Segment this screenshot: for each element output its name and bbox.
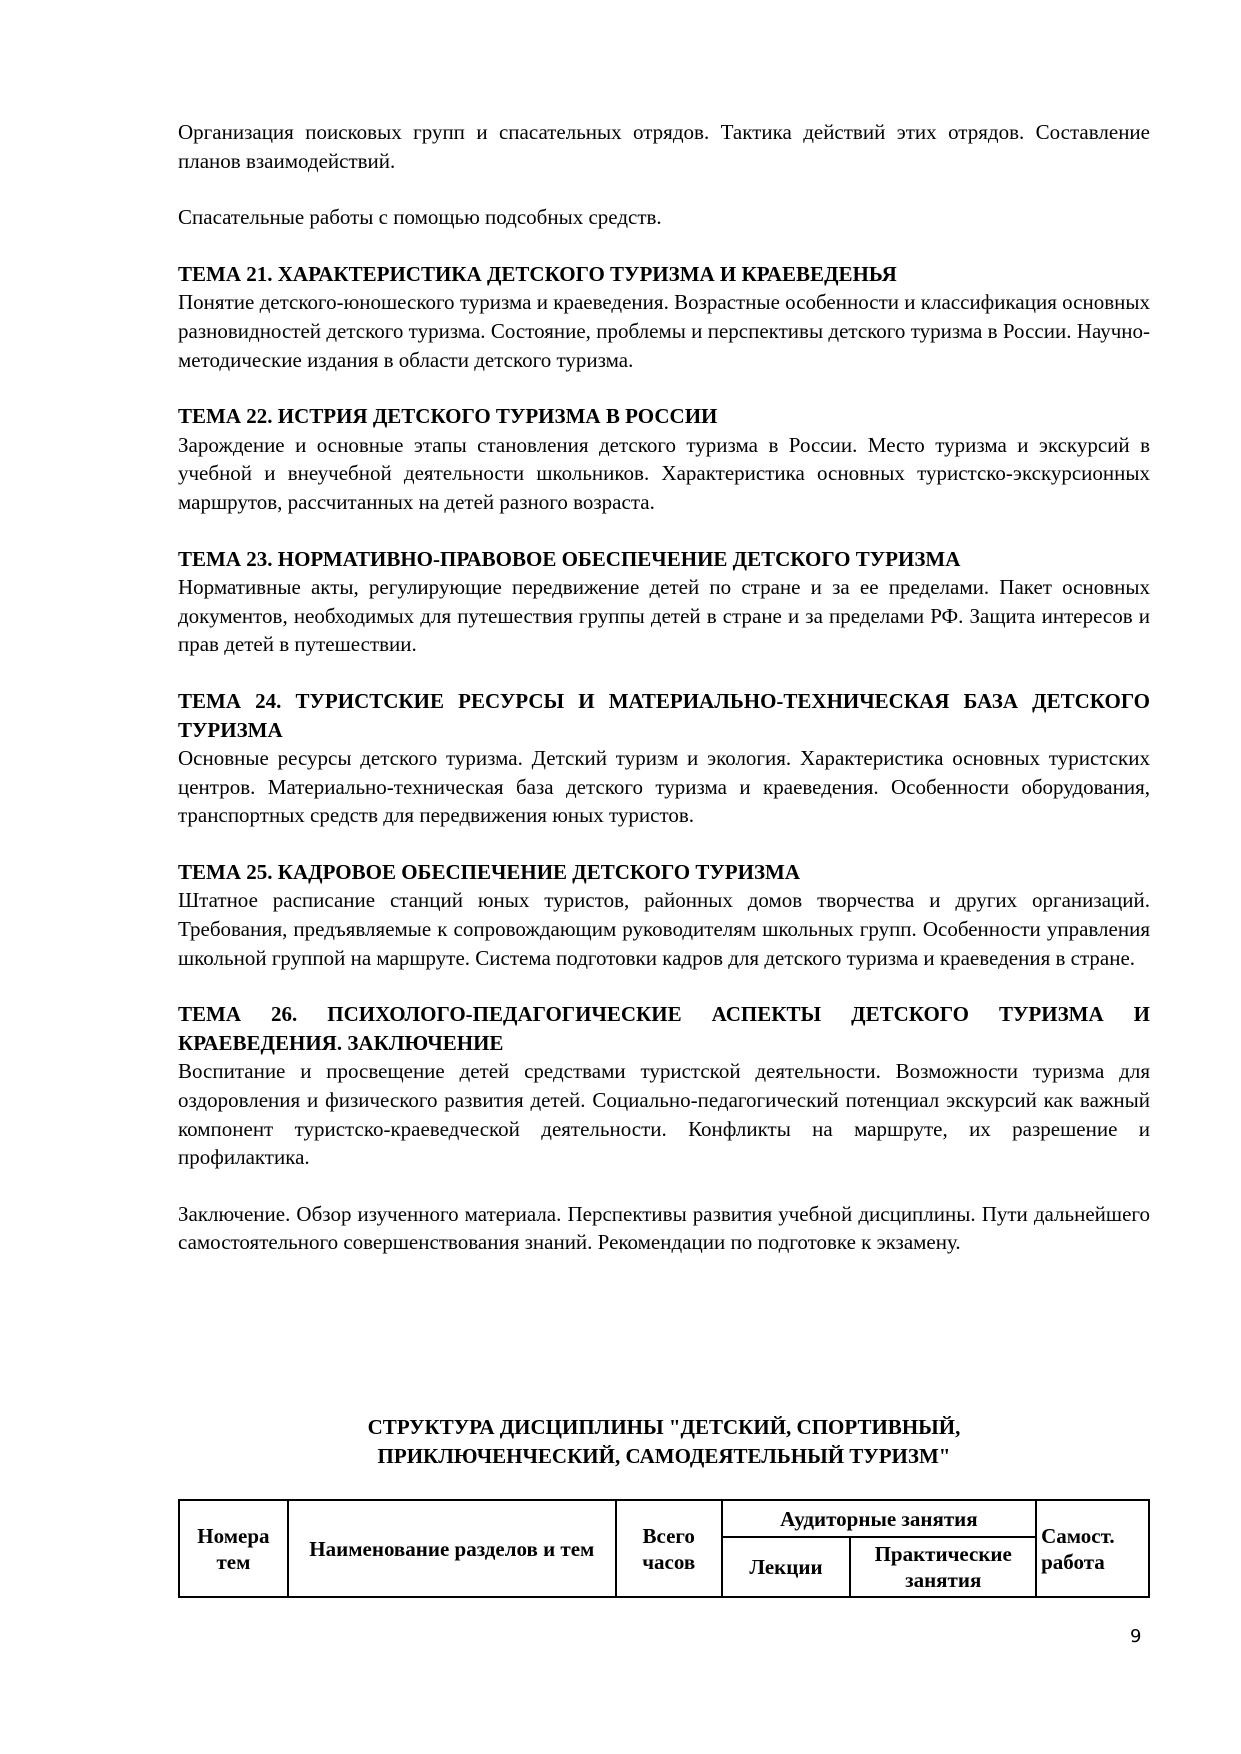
topic-heading: ТЕМА 25. КАДРОВОЕ ОБЕСПЕЧЕНИЕ ДЕТСКОГО ТУРИЗМА — [178, 859, 801, 884]
document-body — [178, 118, 1150, 1257]
header-name: Наименование разделов и тем — [288, 1500, 616, 1597]
header-self-work: Самост. работа — [1036, 1500, 1149, 1597]
topic-body: Нормативные акты, регулирующие передвижение детей по стране и за ее пределами. Пакет основных документов, необходимых для путешествия группы детей в стране и за пределами РФ. Защита интересов и прав детей в путешествии. — [178, 575, 1150, 657]
topic-body: Воспитание и просвещение детей средствами туристской деятельности. Возможности туризма для оздоровления и физического развития детей. Социально-педагогический потенциал экскурсий как важный компонент туристско-краеведческой деятельности. Конфликты на маршруте, их разрешение и профилактика. — [178, 1059, 1150, 1170]
paragraph: Организация поисковых групп и спасательных отрядов. Тактика действий этих отрядов. Составление планов взаимодействий. — [178, 120, 1150, 173]
header-auditory: Аудиторные занятия — [722, 1500, 1037, 1537]
header-practice: Практические занятия — [850, 1537, 1036, 1597]
topic-heading: ТЕМА 21. ХАРАКТЕРИСТИКА ДЕТСКОГО ТУРИЗМА И КРАЕВЕДЕНЬЯ — [178, 261, 897, 286]
topic-heading: ТЕМА 26. ПСИХОЛОГО-ПЕДАГОГИЧЕСКИЕ АСПЕКТЫ ДЕТСКОГО ТУРИЗМА И КРАЕВЕДЕНИЯ. ЗАКЛЮЧЕНИЕ — [178, 1002, 1150, 1055]
topic-body: Понятие детского-юношеского туризма и краеведения. Возрастные особенности и классификация основных разновидностей детского туризма. Состояние, проблемы и перспективы детского туризма в России. Научно-методические издания в области детского туризма. — [178, 290, 1150, 372]
structure-title-line1: СТРУКТУРА ДИСЦИПЛИНЫ "ДЕТСКИЙ, СПОРТИВНЫЙ, — [367, 1415, 961, 1439]
topic-heading: ТЕМА 23. НОРМАТИВНО-ПРАВОВОЕ ОБЕСПЕЧЕНИЕ ДЕТСКОГО ТУРИЗМА — [178, 546, 961, 571]
header-lectures: Лекции — [722, 1537, 851, 1597]
page-number: 9 — [1130, 1626, 1142, 1647]
header-number: Номера тем — [179, 1500, 288, 1597]
topic-heading: ТЕМА 24. ТУРИСТСКИЕ РЕСУРСЫ И МАТЕРИАЛЬНО-ТЕХНИЧЕСКАЯ БАЗА ДЕТСКОГО ТУРИЗМА — [178, 688, 1150, 742]
topic-body: Зарождение и основные этапы становления детского туризма в России. Место туризма и экскурсий в учебной и внеучебной деятельности школьников. Характеристика основных туристско-экскурсионных маршрутов, рассчитанных на детей разного возраста. — [178, 432, 1150, 514]
structure-table — [178, 1499, 1150, 1598]
structure-title — [178, 1413, 1150, 1471]
topic-body: Основные ресурсы детского туризма. Детский туризм и экология. Характеристика основных туристских центров. Материально-техническая база детского туризма и краеведения. Особенности оборудования, транспортных средств для передвижения юных туристов. — [178, 746, 1150, 828]
topic-heading: ТЕМА 22. ИСТРИЯ ДЕТСКОГО ТУРИЗМА В РОССИИ — [178, 404, 718, 429]
header-total-hours: Всего часов — [616, 1500, 722, 1597]
structure-title-line2: ПРИКЛЮЧЕНЧЕСКИЙ, САМОДЕЯТЕЛЬНЫЙ ТУРИЗМ" — [377, 1444, 951, 1468]
conclusion-paragraph: Заключение. Обзор изученного материала. Перспективы развития учебной дисциплины. Пути дальнейшего самостоятельного совершенствования знаний. Рекомендации по подготовке к экзамену. — [178, 1201, 1150, 1255]
topic-body: Штатное расписание станций юных туристов, районных домов творчества и других организаций. Требования, предъявляемые к сопровождающим руководителям школьных групп. Особенности управления школьной группой на маршруте. Система подготовки кадров для детского туризма и краеведения в стране. — [178, 888, 1150, 970]
paragraph: Спасательные работы с помощью подсобных средств. — [178, 205, 662, 230]
